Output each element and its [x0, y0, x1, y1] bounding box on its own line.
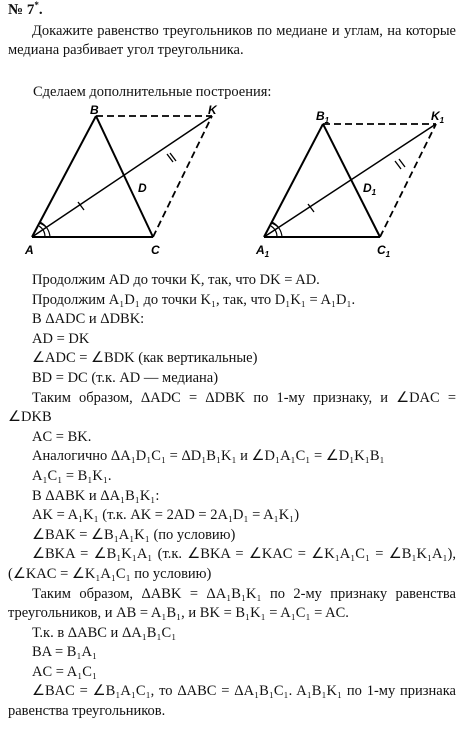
proof-line: AK = A₁K₁ (т.к. AK = 2AD = 2A₁D₁ = A₁K₁): [32, 507, 300, 524]
proof-line: AD = DK: [32, 330, 90, 347]
proof-line: Таким образом, ΔABK = ΔA₁B₁K₁ по 2-му признаку равенства треугольников, и AB = A₁B₁, и BK = B₁K₁ = A₁C₁ = AC.: [8, 585, 456, 622]
proof-line: Таким образом, ΔADC = ΔDBK по 1-му признаку, и ∠DAC = ∠DKB: [8, 389, 456, 426]
proof-line: AC = A₁C₁: [32, 663, 98, 680]
proof-line: Т.к. в ΔABC и ΔA₁B₁C₁: [32, 624, 177, 641]
intro-text: Сделаем дополнительные построения:: [33, 84, 272, 100]
proof-line: В ΔADC и ΔDBK:: [32, 311, 145, 328]
proof-line: Продолжим A₁D₁ до точки K₁, так, что D₁K₁ = A₁D₁.: [32, 291, 356, 308]
figure-2-triangle-a1b1c1: [255, 109, 445, 259]
proof-line: ∠BAK = ∠B₁A₁K₁ (по условию): [32, 526, 236, 543]
proof-line: AC = BK.: [32, 428, 92, 445]
proof-line: В ΔABK и ΔA₁B₁K₁:: [32, 487, 160, 504]
construction-figures: [20, 104, 450, 264]
label-d1: $D_1$: [363, 181, 377, 197]
task-number: № 7*.: [8, 0, 43, 18]
label-a1: $A_1$: [256, 243, 270, 259]
label-d: D: [138, 181, 147, 195]
proof-line: Продолжим AD до точки K, так, что DK = AD.: [32, 272, 320, 288]
label-b1: $B_1$: [316, 109, 330, 125]
label-c1: $C_1$: [377, 243, 391, 259]
task-statement: Докажите равенство треугольников по медиане и углам, на которые медиана разбивает угол треугольника.: [8, 23, 456, 58]
proof-line: BD = DC (т.к. AD — медиана): [32, 369, 219, 386]
label-k1: $K_1$: [431, 109, 445, 125]
figure-1-triangle-abc: [24, 104, 218, 257]
proof-line: A₁C₁ = B₁K₁.: [32, 467, 112, 484]
proof-line: ∠BKA = ∠B₁K₁A₁ (т.к. ∠BKA = ∠KAC = ∠K₁A₁C₁ = ∠B₁K₁A₁), (∠KAC = ∠K₁A₁C₁ по условию): [8, 546, 456, 582]
label-a: A: [25, 243, 34, 257]
label-b: B: [90, 104, 99, 117]
label-k: K: [208, 104, 217, 117]
proof-text: [8, 271, 456, 722]
proof-line: ∠BAC = ∠B₁A₁C₁, то ΔABC = ΔA₁B₁C₁. A₁B₁K₁ по 1-му признака равенства треугольников.: [8, 683, 456, 720]
label-c: C: [151, 243, 160, 257]
proof-line: Аналогично ΔA₁D₁C₁ = ΔD₁B₁K₁ и ∠D₁A₁C₁ = ∠D₁K₁B₁: [32, 448, 385, 465]
proof-line: BA = B₁A₁: [32, 644, 98, 661]
proof-line: ∠ADC = ∠BDK (как вертикальные): [32, 350, 258, 367]
